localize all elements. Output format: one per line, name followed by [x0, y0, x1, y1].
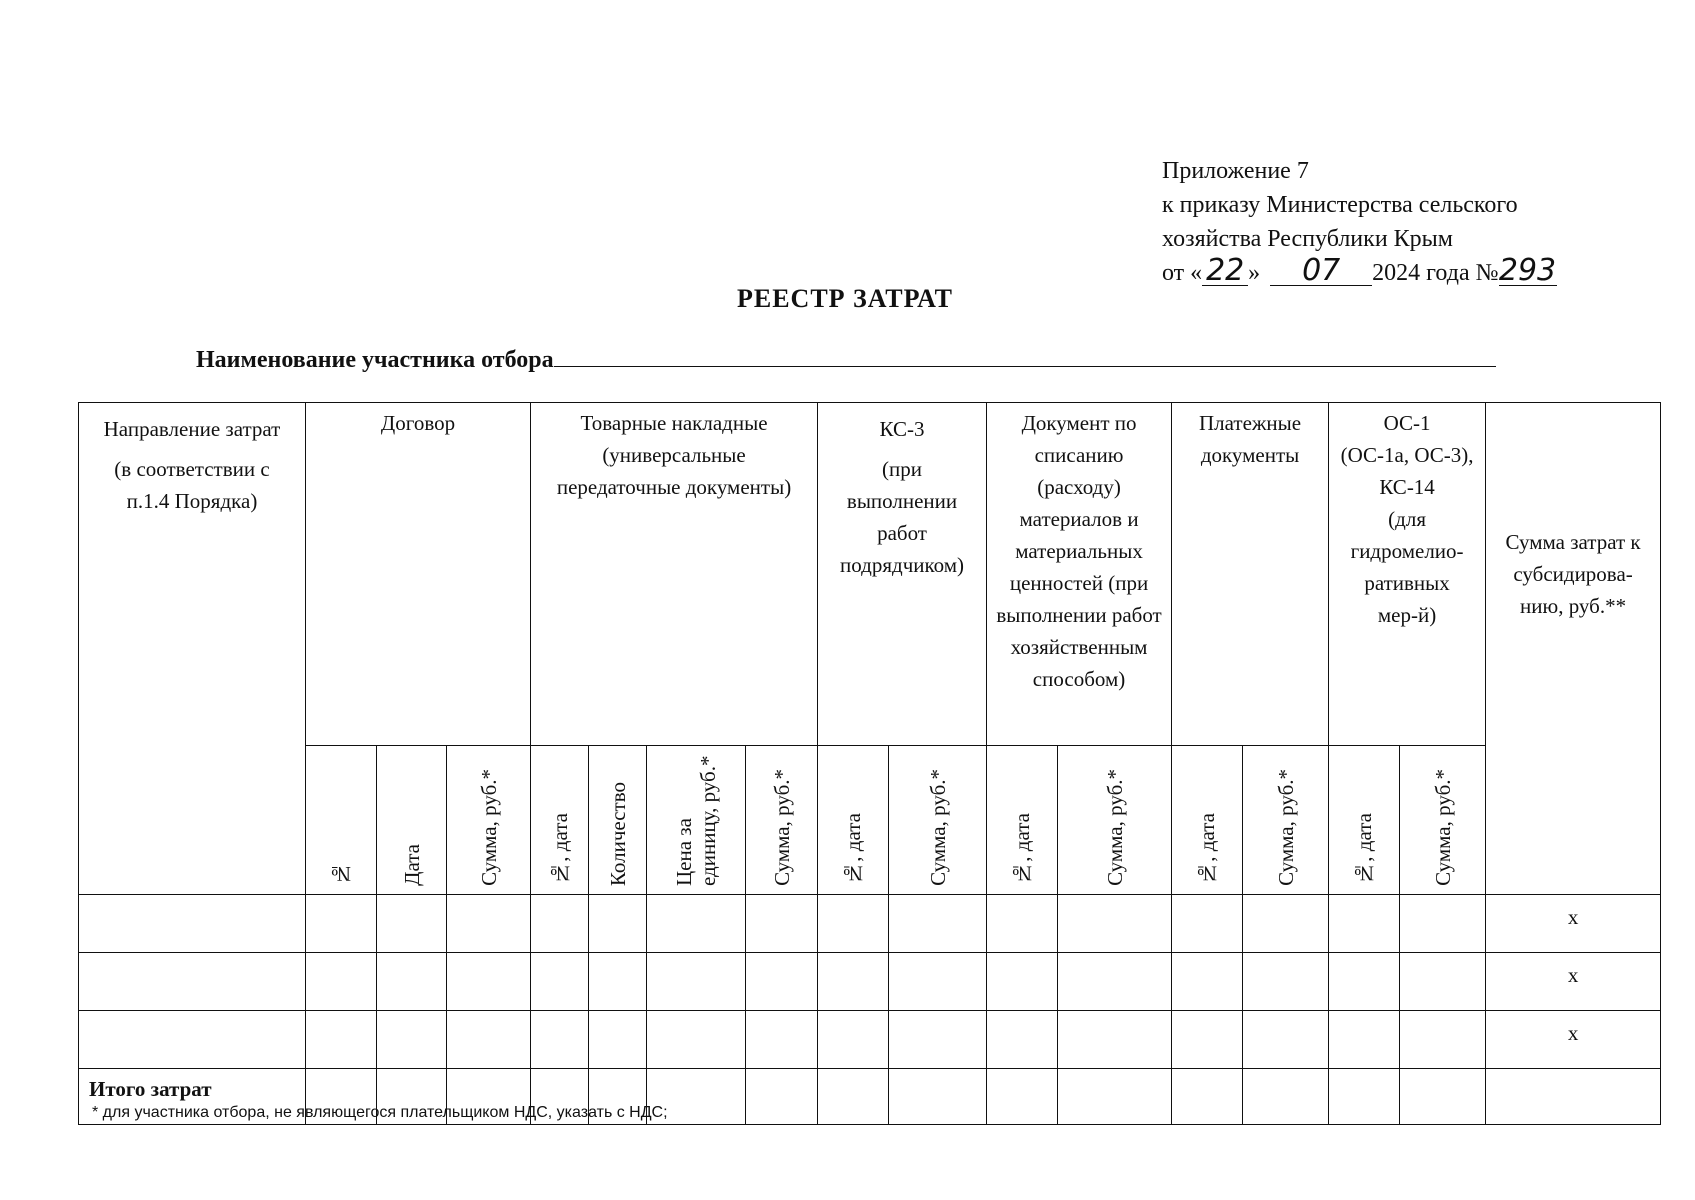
header-direction-line2: (в соответствии с п.1.4 Порядка) — [114, 457, 270, 513]
cell — [1058, 953, 1172, 1011]
cell-direction — [79, 1011, 306, 1069]
cell — [531, 953, 589, 1011]
sub-payment-number-date — [1172, 746, 1243, 895]
cell — [889, 953, 987, 1011]
cell — [531, 895, 589, 953]
cost-register-table — [78, 402, 1661, 1125]
sub-writeoff-number-date — [987, 746, 1058, 895]
sub-invoice-quantity — [589, 746, 647, 895]
appendix-line-2: к приказу Министерства сельского — [1162, 192, 1518, 218]
sub-label: №, дата — [841, 813, 866, 886]
sub-contract-date — [377, 746, 447, 895]
cell — [306, 895, 377, 953]
sub-label: Сумма, руб.* — [1430, 769, 1455, 886]
cell — [377, 895, 447, 953]
header-ks3 — [818, 403, 987, 746]
cell — [987, 1011, 1058, 1069]
cell — [818, 895, 889, 953]
sub-label: Сумма, руб.* — [476, 769, 501, 886]
sub-os1-sum — [1400, 746, 1486, 895]
cell — [531, 1011, 589, 1069]
cell — [447, 895, 531, 953]
cell — [1400, 895, 1486, 953]
table-row — [79, 953, 1661, 1011]
sub-label: Количество — [605, 781, 630, 886]
sub-os1-number-date — [1329, 746, 1400, 895]
participant-blank — [554, 342, 1496, 367]
sub-label: №, дата — [547, 813, 572, 886]
cell — [889, 1011, 987, 1069]
participant-line — [196, 342, 1496, 374]
header-row-subcolumns — [79, 746, 1661, 895]
sub-label: Сумма, руб.* — [1273, 769, 1298, 886]
sub-contract-number — [306, 746, 377, 895]
cell-sum-mark: х — [1486, 953, 1661, 1011]
cell — [647, 953, 746, 1011]
header-direction-line1: Направление затрат — [103, 417, 281, 441]
cell — [1172, 895, 1243, 953]
header-direction — [79, 403, 306, 895]
cell — [306, 953, 377, 1011]
header-ks3-title: КС-3 — [879, 417, 925, 441]
cell — [746, 895, 818, 953]
cell — [987, 895, 1058, 953]
page-title: РЕЕСТР ЗАТРАТ — [736, 284, 953, 313]
sub-invoice-unit-price — [647, 746, 746, 895]
sub-ks3-sum — [889, 746, 987, 895]
cell — [1243, 895, 1329, 953]
cell — [1243, 1011, 1329, 1069]
cell — [1243, 1069, 1329, 1125]
appendix-block — [1162, 154, 1557, 290]
cell-direction — [79, 953, 306, 1011]
cell — [377, 953, 447, 1011]
cell — [1329, 1011, 1400, 1069]
header-payment: Платежные документы — [1172, 403, 1329, 746]
header-os1-line2: (ОС-1а, ОС-3), — [1340, 443, 1474, 467]
cell — [1400, 1011, 1486, 1069]
cell — [1172, 953, 1243, 1011]
cell — [1329, 953, 1400, 1011]
cell — [818, 1069, 889, 1125]
cell — [447, 953, 531, 1011]
footnote: * для участника отбора, не являющегося плательщиком НДС, указать с НДС; — [92, 1104, 668, 1121]
cell — [1243, 953, 1329, 1011]
cell — [889, 895, 987, 953]
appendix-line-3: хозяйства Республики Крым — [1162, 226, 1453, 252]
cell — [1058, 1011, 1172, 1069]
sub-label: Сумма, руб.* — [769, 769, 794, 886]
cell — [818, 953, 889, 1011]
date-month: 07 — [1270, 257, 1372, 286]
cell — [1058, 1069, 1172, 1125]
cell — [1400, 953, 1486, 1011]
sub-writeoff-sum — [1058, 746, 1172, 895]
cell — [647, 1011, 746, 1069]
sub-contract-sum — [447, 746, 531, 895]
cell-total-sum — [1486, 1069, 1661, 1125]
cell — [1172, 1011, 1243, 1069]
date-day: 22 — [1202, 257, 1248, 286]
cell — [589, 953, 647, 1011]
header-row-groups — [79, 403, 1661, 746]
order-number: 293 — [1498, 253, 1557, 288]
cell-sum-mark: х — [1486, 895, 1661, 953]
header-writeoff: Документ по списанию (расходу) материалов и материальных ценностей (при выполнении работ хозяйственным способом) — [987, 403, 1172, 746]
cell — [746, 1069, 818, 1125]
cell-direction — [79, 895, 306, 953]
header-os1-line4: (для гидромелио-ративных мер-й) — [1350, 507, 1464, 627]
cell — [377, 1011, 447, 1069]
cell — [589, 895, 647, 953]
cell — [1400, 1069, 1486, 1125]
cell — [1172, 1069, 1243, 1125]
sub-label: № — [329, 862, 353, 886]
cell — [1329, 895, 1400, 953]
header-os1-line3: КС-14 — [1379, 475, 1435, 499]
cell-sum-mark: х — [1486, 1011, 1661, 1069]
participant-label: Наименование участника отбора — [196, 347, 554, 373]
cell — [746, 953, 818, 1011]
sub-label: №, дата — [1195, 813, 1220, 886]
cell — [889, 1069, 987, 1125]
table-row — [79, 1011, 1661, 1069]
sub-payment-sum — [1243, 746, 1329, 895]
cell — [987, 1069, 1058, 1125]
date-prefix: от « — [1162, 260, 1203, 286]
sub-label: Сумма, руб.* — [1102, 769, 1127, 886]
cell — [647, 895, 746, 953]
sub-ks3-number-date — [818, 746, 889, 895]
header-invoices: Товарные накладные (универсальные передаточные документы) — [531, 403, 818, 746]
sub-label: Цена за единицу, руб.* — [672, 755, 720, 886]
sub-label: Сумма, руб.* — [925, 769, 950, 886]
header-os1-line1: ОС-1 — [1383, 411, 1431, 435]
header-ks3-note: (при выполнении работ подрядчиком) — [840, 457, 965, 577]
cell — [1329, 1069, 1400, 1125]
cell — [306, 1011, 377, 1069]
cell — [1058, 895, 1172, 953]
sub-label: Дата — [399, 844, 424, 886]
total-label: Итого затрат — [79, 1069, 306, 1125]
header-os1 — [1329, 403, 1486, 746]
header-contract: Договор — [306, 403, 531, 746]
sub-label: №, дата — [1352, 813, 1377, 886]
date-quote-close: » — [1248, 260, 1261, 286]
header-sum: Сумма затрат к субсидирова-нию, руб.** — [1486, 403, 1661, 895]
cell — [987, 953, 1058, 1011]
cell — [746, 1011, 818, 1069]
sub-label: №, дата — [1010, 813, 1035, 886]
sub-invoice-sum — [746, 746, 818, 895]
appendix-line-1: Приложение 7 — [1162, 158, 1309, 184]
cell — [818, 1011, 889, 1069]
cell — [447, 1011, 531, 1069]
cell — [589, 1011, 647, 1069]
sub-invoice-number-date — [531, 746, 589, 895]
date-year-text: 2024 года № — [1372, 260, 1499, 286]
table-row — [79, 895, 1661, 953]
